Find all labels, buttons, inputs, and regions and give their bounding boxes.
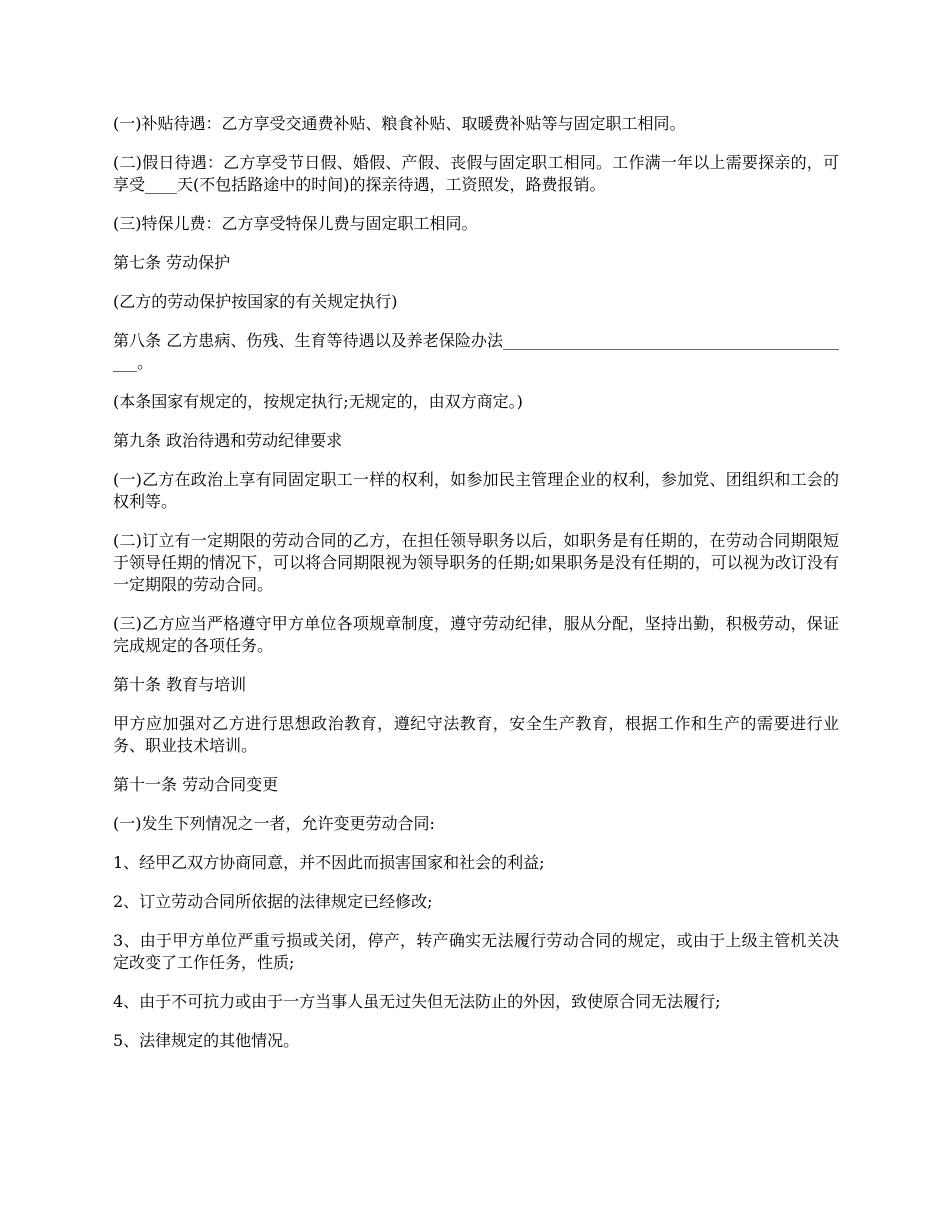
paragraph-discipline: (三)乙方应当严格遵守甲方单位各项规章制度，遵守劳动纪律，服从分配，坚持出勤，积极劳动，保证完成规定的各项任务。 bbox=[113, 614, 839, 655]
heading-article-10: 第十条 教育与培训 bbox=[113, 675, 247, 694]
heading-article-8: 第八条 乙方患病、伤残、生育等待遇以及养老保险办法_____________________________________________。 bbox=[113, 331, 839, 372]
list-item-3: 3、由于甲方单位严重亏损或关闭，停产，转产确实无法履行劳动合同的规定，或由于上级主管机关决定改变了工作任务，性质; bbox=[113, 931, 839, 972]
paragraph-article-8-note: (本条国家有规定的，按规定执行;无规定的，由双方商定。) bbox=[113, 392, 523, 411]
heading-article-11: 第十一条 劳动合同变更 bbox=[113, 775, 279, 794]
list-item-5: 5、法律规定的其他情况。 bbox=[113, 1031, 300, 1050]
paragraph-leadership-term: (二)订立有一定期限的劳动合同的乙方，在担任领导职务以后，如职务是有任期的，在劳动合同期限短于领导任期的情况下，可以将合同期限视为领导职务的任期;如果职务是没有任期的，可以视为改订没有一定期限的劳动合同。 bbox=[113, 531, 839, 594]
paragraph-political-rights: (一)乙方在政治上享有同固定职工一样的权利，如参加民主管理企业的权利，参加党、团组织和工会的权利等。 bbox=[113, 470, 839, 511]
heading-article-7: 第七条 劳动保护 bbox=[113, 253, 231, 272]
paragraph-subsidy: (一)补贴待遇：乙方享受交通费补贴、粮食补贴、取暖费补贴等与固定职工相同。 bbox=[113, 114, 686, 133]
paragraph-change-conditions: (一)发生下列情况之一者，允许变更劳动合同: bbox=[113, 814, 435, 833]
paragraph-special-child: (三)特保儿费：乙方享受特保儿费与固定职工相同。 bbox=[113, 214, 478, 233]
paragraph-labor-protection: (乙方的劳动保护按国家的有关规定执行) bbox=[113, 292, 398, 311]
paragraph-holiday: (二)假日待遇：乙方享受节日假、婚假、产假、丧假与固定职工相同。工作满一年以上需要探亲的，可享受____天(不包括路途中的时间)的探亲待遇，工资照发，路费报销。 bbox=[113, 153, 839, 194]
list-item-4: 4、由于不可抗力或由于一方当事人虽无过失但无法防止的外因，致使原合同无法履行; bbox=[113, 992, 721, 1011]
list-item-1: 1、经甲乙双方协商同意，并不因此而损害国家和社会的利益; bbox=[113, 853, 545, 872]
heading-article-9: 第九条 政治待遇和劳动纪律要求 bbox=[113, 431, 343, 450]
paragraph-training: 甲方应加强对乙方进行思想政治教育，遵纪守法教育，安全生产教育，根据工作和生产的需要进行业务、职业技术培训。 bbox=[113, 714, 839, 755]
document-page bbox=[113, 113, 839, 1069]
list-item-2: 2、订立劳动合同所依据的法律规定已经修改; bbox=[113, 892, 433, 911]
